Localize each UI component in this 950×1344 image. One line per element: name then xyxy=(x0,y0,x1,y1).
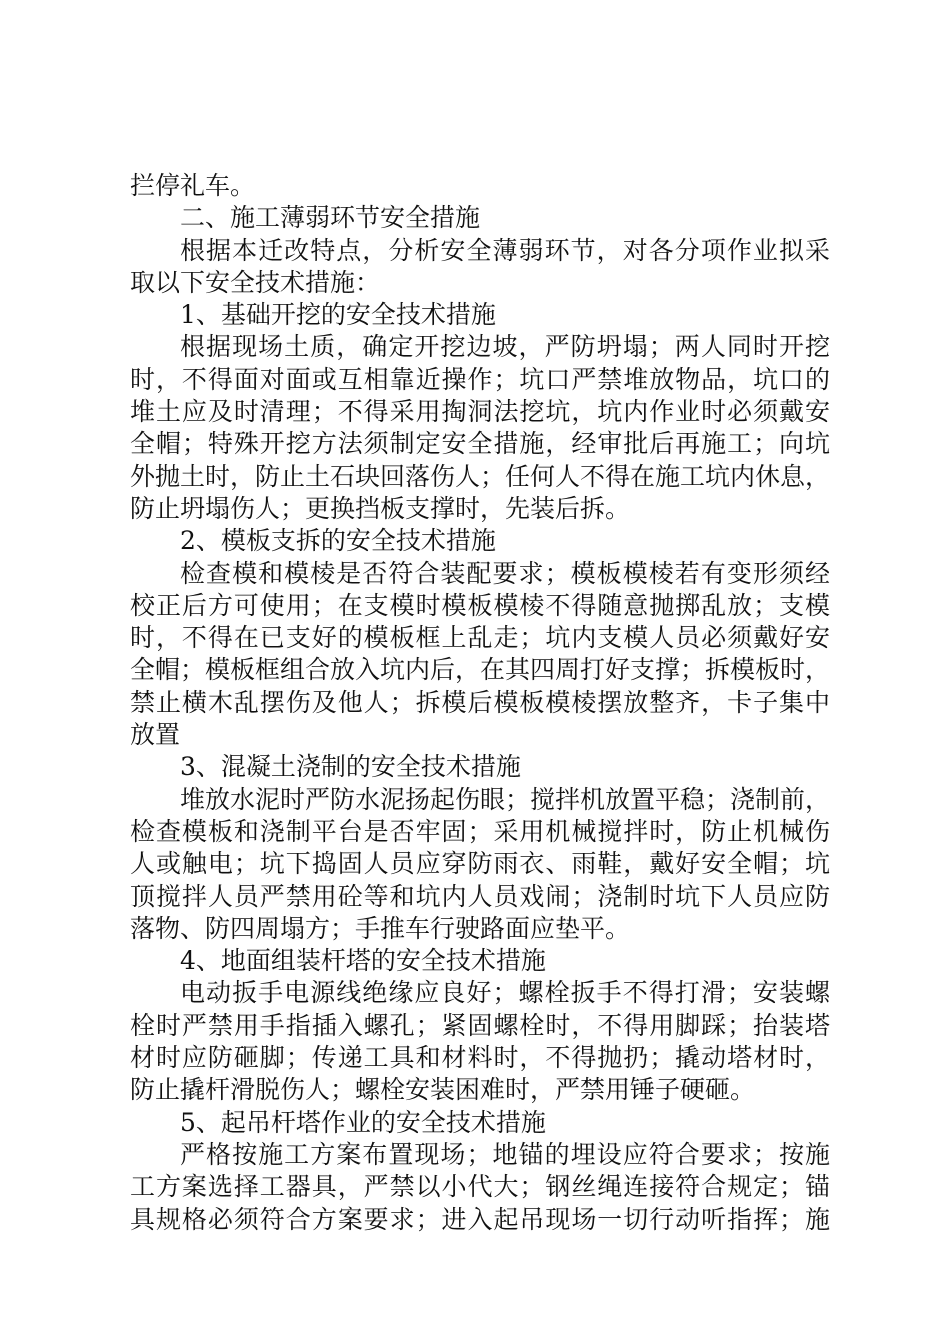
text-line: 3、混凝土浇制的安全技术措施 xyxy=(180,752,521,782)
text-line: 栓时严禁用手指插入螺孔；紧固螺栓时，不得用脚踩；抬装塔 xyxy=(130,1010,830,1040)
text-line: 防止坍塌伤人；更换挡板支撑时，先装后拆。 xyxy=(130,493,631,523)
text-line: 5、起吊杆塔作业的安全技术措施 xyxy=(180,1107,546,1137)
text-line: 全帽；模板框组合放入坑内后，在其四周打好支撑；拆模板时， xyxy=(130,655,830,685)
text-line: 人或触电；坑下捣固人员应穿防雨衣、雨鞋，戴好安全帽；坑 xyxy=(130,849,830,879)
text-line: 落物、防四周塌方；手推车行驶路面应垫平。 xyxy=(130,913,631,943)
text-line: 拦停礼车。 xyxy=(130,171,256,200)
document-body xyxy=(130,170,830,1236)
text-line: 校正后方可使用；在支模时模板模棱不得随意抛掷乱放；支模 xyxy=(130,590,830,620)
text-line: 根据现场土质，确定开挖边坡，严防坍塌；两人同时开挖 xyxy=(180,332,830,362)
text-line: 时，不得面对面或互相靠近操作；坑口严禁堆放物品，坑口的 xyxy=(130,364,830,394)
text-line: 4、地面组装杆塔的安全技术措施 xyxy=(180,946,546,976)
text-line: 堆土应及时清理；不得采用掏洞法挖坑，坑内作业时必须戴安 xyxy=(130,397,830,427)
text-line: 严格按施工方案布置现场；地锚的埋设应符合要求；按施 xyxy=(180,1139,830,1169)
text-line: 时，不得在已支好的模板框上乱走；坑内支模人员必须戴好安 xyxy=(130,623,830,653)
text-line: 电动扳手电源线绝缘应良好；螺栓扳手不得打滑；安装螺 xyxy=(180,978,830,1008)
text-line: 顶搅拌人员严禁用砼等和坑内人员戏闹；浇制时坑下人员应防 xyxy=(130,881,830,911)
text-line: 放置 xyxy=(130,720,181,750)
text-line: 外抛土时，防止土石块回落伤人；任何人不得在施工坑内休息， xyxy=(130,461,830,491)
text-line: 材时应防砸脚；传递工具和材料时，不得抛扔；撬动塔材时， xyxy=(130,1043,830,1073)
text-line: 根据本迁改特点，分析安全薄弱环节，对各分项作业拟采 xyxy=(180,235,830,265)
text-line: 全帽；特殊开挖方法须制定安全措施，经审批后再施工；向坑 xyxy=(130,429,830,459)
text-line: 堆放水泥时严防水泥扬起伤眼；搅拌机放置平稳；浇制前， xyxy=(180,784,830,814)
text-line: 工方案选择工器具，严禁以小代大；钢丝绳连接符合规定；锚 xyxy=(130,1172,830,1202)
text-line: 1、基础开挖的安全技术措施 xyxy=(180,300,496,330)
text-line: 二、施工薄弱环节安全措施 xyxy=(180,203,481,233)
text-line: 具规格必须符合方案要求；进入起吊现场一切行动听指挥；施 xyxy=(130,1204,830,1234)
text-line: 取以下安全技术措施： xyxy=(130,267,381,297)
text-line: 检查模和模棱是否符合装配要求；模板模棱若有变形须经 xyxy=(180,558,830,588)
text-line: 禁止横木乱摆伤及他人；拆模后模板模棱摆放整齐，卡子集中 xyxy=(130,687,830,717)
text-line: 检查模板和浇制平台是否牢固；采用机械搅拌时，防止机械伤 xyxy=(130,816,830,846)
text-line: 2、模板支拆的安全技术措施 xyxy=(180,526,496,556)
text-line: 防止撬杆滑脱伤人；螺栓安装困难时，严禁用锤子硬砸。 xyxy=(130,1075,756,1105)
